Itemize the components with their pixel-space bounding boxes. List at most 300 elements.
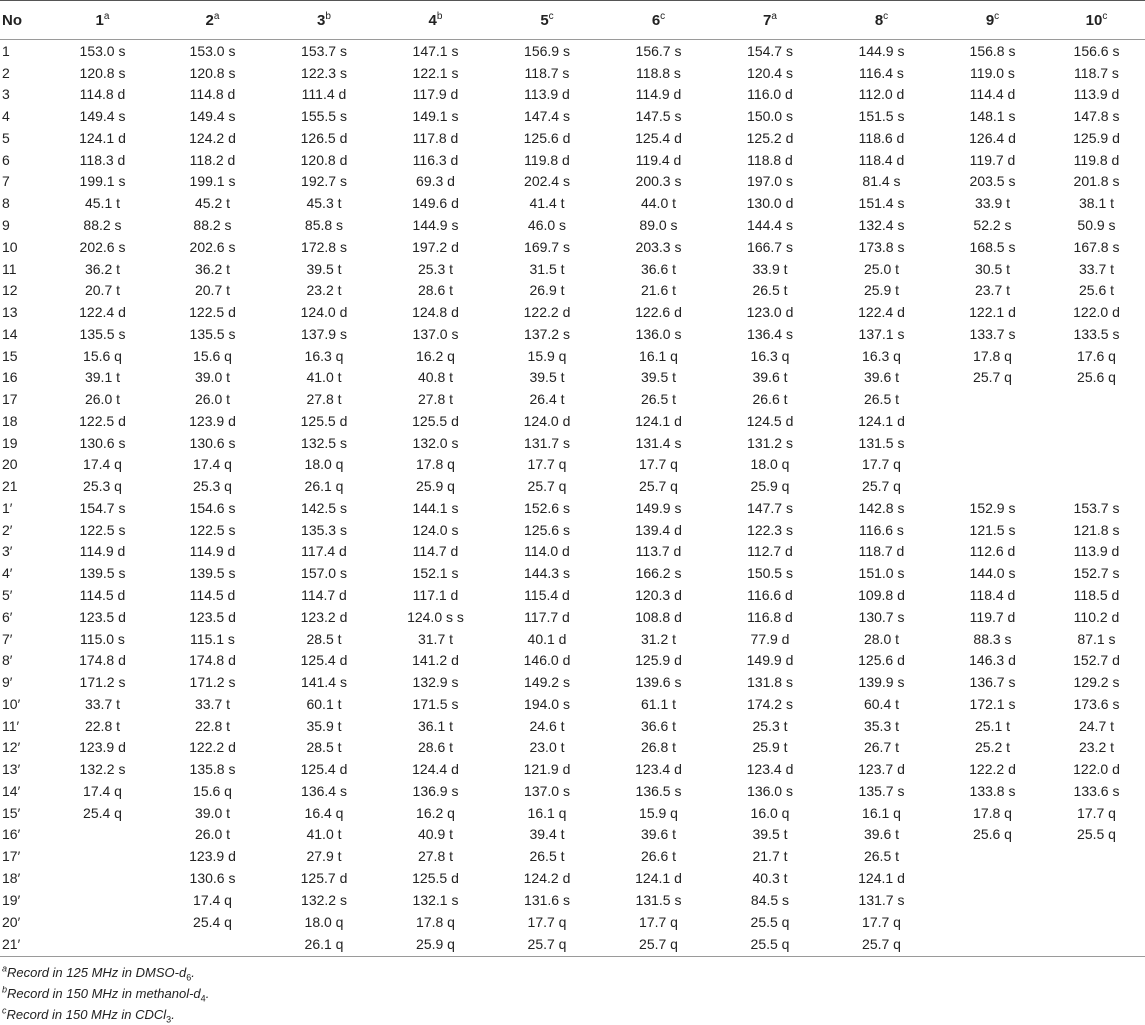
chemical-shift-cell: 152.9 s <box>969 499 1016 516</box>
chemical-shift-cell: 25.6 q <box>973 826 1012 843</box>
chemical-shift-cell: 25.7 q <box>826 932 937 957</box>
column-header-footnote-mark: c <box>548 10 554 22</box>
chemical-shift-cell: 166.7 s <box>747 238 793 255</box>
carbon-position-cell: 19′ <box>2 891 21 908</box>
chemical-shift-cell: 201.8 s <box>1073 173 1120 190</box>
carbon-position-cell: 8 <box>2 195 10 212</box>
table-row <box>0 323 1145 345</box>
chemical-shift-cell: 197.0 s <box>747 173 793 190</box>
chemical-shift-cell: 136.4 s <box>747 325 793 342</box>
chemical-shift-cell: 149.9 d <box>746 652 794 669</box>
chemical-shift-cell: 171.2 s <box>189 674 236 691</box>
chemical-shift-cell: 124.4 d <box>412 761 459 778</box>
chemical-shift-cell: 122.2 d <box>523 304 571 321</box>
chemical-shift-cell: 123.5 d <box>189 608 236 625</box>
chemical-shift-cell <box>937 911 1048 933</box>
footnote-a <box>2 962 1145 983</box>
chemical-shift-cell: 16.1 q <box>527 804 567 821</box>
table-row <box>0 911 1145 933</box>
chemical-shift-cell <box>48 911 157 933</box>
chemical-shift-cell: 17.4 q <box>193 456 232 473</box>
table-row <box>0 149 1145 171</box>
chemical-shift-cell: 124.2 d <box>523 869 571 886</box>
column-header-label: 1 <box>95 11 104 29</box>
chemical-shift-cell: 116.6 s <box>859 521 904 538</box>
chemical-shift-cell <box>48 867 157 889</box>
chemical-shift-cell: 26.4 t <box>529 391 565 408</box>
chemical-shift-cell: 155.5 s <box>301 108 347 125</box>
chemical-shift-cell: 21.6 t <box>640 282 677 299</box>
chemical-shift-cell: 125.6 d <box>523 129 571 146</box>
chemical-shift-cell: 126.5 d <box>300 129 348 146</box>
chemical-shift-cell: 131.4 s <box>635 434 682 451</box>
carbon-position-cell: 20′ <box>2 913 21 930</box>
carbon-position-cell: 5 <box>2 129 10 146</box>
chemical-shift-cell: 26.1 q <box>268 932 380 957</box>
carbon-position-cell: 5′ <box>2 587 13 604</box>
chemical-shift-cell: 124.5 d <box>746 412 794 429</box>
chemical-shift-cell: 119.7 d <box>969 151 1016 168</box>
carbon-position-cell: 16 <box>2 369 18 386</box>
chemical-shift-cell: 202.6 s <box>189 238 236 255</box>
chemical-shift-cell: 132.4 s <box>858 217 905 233</box>
chemical-shift-cell: 121.9 d <box>523 761 571 778</box>
chemical-shift-cell: 88.3 s <box>973 630 1012 647</box>
chemical-shift-cell: 88.2 s <box>193 217 232 233</box>
footnote-c-subscript: 3 <box>166 1014 172 1025</box>
table-row <box>0 432 1145 454</box>
chemical-shift-cell: 25.1 t <box>974 717 1011 734</box>
chemical-shift-cell: 152.1 s <box>412 565 459 582</box>
chemical-shift-cell: 25.9 q <box>750 478 790 495</box>
chemical-shift-cell: 16.2 q <box>416 347 455 364</box>
chemical-shift-cell: 133.5 s <box>1073 325 1120 342</box>
chemical-shift-cell: 111.4 d <box>301 86 347 103</box>
chemical-shift-cell: 25.4 q <box>83 804 122 821</box>
chemical-shift-cell: 16.2 q <box>416 804 455 821</box>
chemical-shift-cell: 39.6 t <box>752 369 788 386</box>
chemical-shift-cell: 122.5 d <box>189 304 236 321</box>
chemical-shift-cell: 131.7 s <box>524 434 570 451</box>
chemical-shift-cell <box>937 845 1048 867</box>
chemical-shift-cell: 144.9 s <box>858 42 905 59</box>
chemical-shift-cell: 114.9 d <box>635 86 682 103</box>
chemical-shift-cell: 130.6 s <box>79 434 126 451</box>
chemical-shift-cell: 122.6 d <box>635 304 682 321</box>
chemical-shift-cell: 149.2 s <box>524 674 570 691</box>
chemical-shift-cell: 174.8 d <box>189 652 236 669</box>
chemical-shift-cell: 26.5 t <box>640 391 677 408</box>
chemical-shift-cell: 27.8 t <box>417 391 454 408</box>
chemical-shift-cell: 85.8 s <box>304 217 344 233</box>
chemical-shift-cell: 139.4 d <box>635 521 682 538</box>
chemical-shift-cell: 136.9 s <box>412 782 459 799</box>
column-header-compound-8 <box>826 1 937 40</box>
chemical-shift-cell: 157.0 s <box>301 565 347 582</box>
column-header-footnote-mark: c <box>660 10 666 22</box>
table-row <box>0 867 1145 889</box>
chemical-shift-cell: 146.3 d <box>969 652 1016 669</box>
column-header-compound-9 <box>937 1 1048 40</box>
chemical-shift-cell: 28.0 t <box>863 630 900 647</box>
chemical-shift-cell: 156.8 s <box>969 42 1016 59</box>
chemical-shift-cell: 167.8 s <box>1073 238 1120 255</box>
chemical-shift-cell <box>1048 475 1145 497</box>
column-header-footnote-mark: a <box>213 10 220 22</box>
chemical-shift-cell: 120.8 s <box>79 64 126 81</box>
table-row <box>0 649 1145 671</box>
footnote-c-end: . <box>171 1007 175 1023</box>
chemical-shift-cell: 26.0 t <box>194 826 231 843</box>
carbon-position-cell: 8′ <box>2 652 13 669</box>
column-header-no <box>0 1 48 40</box>
chemical-shift-cell: 135.5 s <box>79 325 126 342</box>
chemical-shift-cell: 131.7 s <box>858 891 905 908</box>
chemical-shift-cell: 114.8 d <box>189 86 236 103</box>
chemical-shift-cell: 16.3 q <box>750 347 790 364</box>
header-row <box>0 1 1145 40</box>
chemical-shift-cell: 123.9 d <box>79 739 126 756</box>
chemical-shift-cell: 144.3 s <box>524 565 570 582</box>
table-row <box>0 105 1145 127</box>
chemical-shift-cell: 114.7 d <box>301 587 347 604</box>
chemical-shift-cell: 118.3 d <box>79 151 126 168</box>
chemical-shift-cell: 120.3 d <box>635 587 682 604</box>
table-row <box>0 562 1145 584</box>
chemical-shift-cell: 36.1 t <box>417 717 454 734</box>
chemical-shift-cell: 25.9 q <box>380 932 491 957</box>
chemical-shift-cell: 27.8 t <box>417 848 454 865</box>
chemical-shift-cell: 16.3 q <box>862 347 901 364</box>
chemical-shift-cell: 131.2 s <box>747 434 793 451</box>
carbon-position-cell: 4 <box>2 108 10 125</box>
column-header-compound-1 <box>48 1 157 40</box>
chemical-shift-cell: 124.1 d <box>858 869 905 886</box>
chemical-shift-cell: 25.7 q <box>491 932 603 957</box>
carbon-position-cell: 21 <box>2 478 18 495</box>
chemical-shift-cell: 202.6 s <box>79 238 126 255</box>
chemical-shift-cell: 203.3 s <box>635 238 682 255</box>
chemical-shift-cell: 124.1 d <box>635 412 682 429</box>
chemical-shift-cell: 17.8 q <box>416 913 455 930</box>
chemical-shift-cell: 40.1 d <box>527 630 567 647</box>
table-row <box>0 279 1145 301</box>
chemical-shift-cell: 15.9 q <box>527 347 567 364</box>
chemical-shift-cell: 147.8 s <box>1073 108 1120 125</box>
chemical-shift-cell: 20.7 t <box>194 282 231 299</box>
chemical-shift-cell: 22.8 t <box>194 717 231 734</box>
chemical-shift-cell: 131.5 s <box>635 891 682 908</box>
chemical-shift-cell: 115.1 s <box>190 630 235 647</box>
table-row <box>0 475 1145 497</box>
chemical-shift-cell: 114.5 d <box>189 587 236 604</box>
chemical-shift-cell: 30.5 t <box>974 260 1011 277</box>
chemical-shift-cell: 41.0 t <box>306 369 342 386</box>
chemical-shift-cell: 125.4 d <box>300 761 348 778</box>
chemical-shift-cell: 117.7 d <box>524 608 570 625</box>
chemical-shift-cell: 136.5 s <box>635 782 682 799</box>
footnote-b-subscript: 4 <box>200 993 206 1004</box>
chemical-shift-cell: 17.7 q <box>527 913 567 930</box>
chemical-shift-cell: 148.1 s <box>969 108 1016 125</box>
chemical-shift-cell: 118.5 d <box>1073 587 1120 604</box>
chemical-shift-cell <box>48 889 157 911</box>
column-header-compound-3 <box>268 1 380 40</box>
chemical-shift-cell: 25.5 q <box>750 913 790 930</box>
chemical-shift-cell <box>937 889 1048 911</box>
chemical-shift-cell: 17.7 q <box>527 456 567 473</box>
chemical-shift-cell: 41.4 t <box>529 195 565 212</box>
chemical-shift-cell: 26.6 t <box>640 848 677 865</box>
chemical-shift-cell: 151.0 s <box>858 565 905 582</box>
chemical-shift-cell: 141.4 s <box>301 674 347 691</box>
chemical-shift-cell: 25.4 q <box>193 913 232 930</box>
chemical-shift-cell: 147.5 s <box>635 108 682 125</box>
footnote-b <box>2 983 1145 1004</box>
chemical-shift-cell: 39.5 t <box>306 260 342 277</box>
chemical-shift-cell: 147.4 s <box>524 108 570 125</box>
chemical-shift-cell: 144.9 s <box>412 217 459 233</box>
carbon-position-cell: 19 <box>2 434 18 451</box>
chemical-shift-cell: 152.6 s <box>524 499 570 516</box>
footnote-c-text: Record in 150 MHz in CDCl <box>6 1007 167 1023</box>
table-row <box>0 410 1145 432</box>
chemical-shift-cell: 69.3 d <box>416 173 455 190</box>
chemical-shift-cell: 40.8 t <box>417 369 454 386</box>
chemical-shift-cell: 124.1 d <box>79 129 126 146</box>
chemical-shift-cell: 123.4 d <box>635 761 682 778</box>
chemical-shift-cell: 136.4 s <box>301 782 347 799</box>
chemical-shift-cell: 150.5 s <box>747 565 793 582</box>
footnote-a-mark: a <box>2 964 8 975</box>
chemical-shift-cell: 26.5 t <box>529 848 565 865</box>
chemical-shift-cell: 25.7 q <box>603 932 714 957</box>
chemical-shift-cell: 151.5 s <box>858 108 905 125</box>
carbon-position-cell: 10 <box>2 238 18 255</box>
chemical-shift-cell: 116.8 d <box>747 608 793 625</box>
chemical-shift-cell: 36.2 t <box>194 260 231 277</box>
chemical-shift-cell <box>1048 410 1145 432</box>
chemical-shift-cell: 120.8 s <box>189 64 236 81</box>
column-header-label: 4 <box>428 11 437 29</box>
chemical-shift-cell: 46.0 s <box>527 217 567 233</box>
chemical-shift-cell: 113.9 d <box>1073 543 1120 560</box>
column-header-footnote-mark: a <box>103 10 110 22</box>
chemical-shift-cell <box>48 932 157 957</box>
carbon-position-cell: 15 <box>2 347 18 364</box>
chemical-shift-cell: 39.0 t <box>194 369 231 386</box>
chemical-shift-cell: 26.0 t <box>84 391 121 408</box>
chemical-shift-cell: 26.5 t <box>752 282 788 299</box>
chemical-shift-cell: 27.9 t <box>306 848 342 865</box>
chemical-shift-cell: 132.2 s <box>301 891 347 908</box>
chemical-shift-cell: 125.5 d <box>412 412 459 429</box>
chemical-shift-cell: 25.9 q <box>416 478 455 495</box>
chemical-shift-cell: 174.8 d <box>79 652 126 669</box>
chemical-shift-cell: 17.8 q <box>416 456 455 473</box>
chemical-shift-cell: 26.6 t <box>752 391 788 408</box>
table-row <box>0 192 1145 214</box>
chemical-shift-cell: 123.5 d <box>79 608 126 625</box>
chemical-shift-cell: 114.0 d <box>524 543 570 560</box>
chemical-shift-cell: 45.1 t <box>84 195 121 212</box>
chemical-shift-cell <box>937 867 1048 889</box>
chemical-shift-cell: 41.0 t <box>306 826 342 843</box>
carbon-position-cell: 2 <box>2 64 10 81</box>
chemical-shift-cell: 131.6 s <box>524 891 570 908</box>
carbon-position-cell: 1 <box>2 42 10 59</box>
chemical-shift-cell: 17.8 q <box>973 804 1012 821</box>
chemical-shift-cell: 39.4 t <box>529 826 565 843</box>
column-header-compound-10 <box>1048 1 1145 40</box>
chemical-shift-cell: 122.3 s <box>301 64 347 81</box>
chemical-shift-cell: 31.5 t <box>529 260 565 277</box>
chemical-shift-cell <box>937 454 1048 476</box>
chemical-shift-cell: 24.7 t <box>1078 717 1115 734</box>
chemical-shift-cell: 116.6 d <box>747 587 793 604</box>
chemical-shift-cell: 147.1 s <box>412 42 459 59</box>
chemical-shift-cell: 139.9 s <box>858 674 905 691</box>
chemical-shift-cell: 152.7 s <box>1073 565 1120 582</box>
chemical-shift-cell: 18.0 q <box>304 456 344 473</box>
chemical-shift-cell: 25.7 q <box>527 478 567 495</box>
chemical-shift-cell: 17.7 q <box>639 456 678 473</box>
chemical-shift-cell: 28.6 t <box>417 282 454 299</box>
chemical-shift-cell: 136.0 s <box>747 782 793 799</box>
chemical-shift-cell: 23.0 t <box>529 739 565 756</box>
carbon-position-cell: 9 <box>2 217 10 233</box>
table-row <box>0 693 1145 715</box>
chemical-shift-cell: 33.7 t <box>84 695 121 712</box>
chemical-shift-cell: 112.7 d <box>747 543 793 560</box>
chemical-shift-cell: 119.0 s <box>970 64 1015 81</box>
chemical-shift-cell: 123.2 d <box>300 608 348 625</box>
chemical-shift-cell: 114.4 d <box>969 86 1016 103</box>
chemical-shift-cell: 22.8 t <box>84 717 121 734</box>
carbon-position-cell: 7′ <box>2 630 13 647</box>
column-header-compound-4 <box>380 1 491 40</box>
chemical-shift-cell: 23.2 t <box>306 282 342 299</box>
table-row <box>0 214 1145 236</box>
chemical-shift-cell: 40.3 t <box>752 869 788 886</box>
chemical-shift-cell: 119.4 d <box>635 151 682 168</box>
chemical-shift-cell: 118.8 d <box>747 151 793 168</box>
chemical-shift-cell: 118.8 s <box>636 64 681 81</box>
table-row <box>0 171 1145 193</box>
chemical-shift-cell: 17.4 q <box>83 456 122 473</box>
chemical-shift-cell: 135.5 s <box>189 325 236 342</box>
chemical-shift-cell: 122.1 d <box>969 304 1016 321</box>
chemical-shift-cell: 153.0 s <box>79 42 126 59</box>
chemical-shift-cell: 25.6 t <box>1078 282 1115 299</box>
chemical-shift-cell: 194.0 s <box>524 695 570 712</box>
table-row <box>0 258 1145 280</box>
chemical-shift-cell: 33.9 t <box>752 260 788 277</box>
chemical-shift-cell: 26.9 t <box>529 282 565 299</box>
chemical-shift-cell: 125.2 d <box>746 129 794 146</box>
chemical-shift-cell: 33.9 t <box>974 195 1011 212</box>
footnote-a-text: Record in 125 MHz in DMSO-d <box>7 965 187 981</box>
chemical-shift-cell: 120.4 s <box>747 64 793 81</box>
chemical-shift-cell: 125.7 d <box>300 869 348 886</box>
chemical-shift-cell: 25.3 q <box>83 478 122 495</box>
chemical-shift-cell: 153.7 s <box>1073 499 1120 516</box>
table-body <box>0 40 1145 957</box>
column-header-compound-5 <box>491 1 603 40</box>
table-row <box>0 889 1145 911</box>
chemical-shift-cell: 39.6 t <box>640 826 677 843</box>
chemical-shift-cell: 16.1 q <box>639 347 678 364</box>
chemical-shift-cell: 33.7 t <box>1078 260 1115 277</box>
chemical-shift-cell: 172.1 s <box>969 695 1016 712</box>
chemical-shift-cell: 108.8 d <box>635 608 682 625</box>
chemical-shift-cell: 110.2 d <box>1073 608 1120 625</box>
chemical-shift-cell: 114.9 d <box>79 543 126 560</box>
chemical-shift-cell: 17.8 q <box>973 347 1012 364</box>
chemical-shift-cell: 149.4 s <box>79 108 126 125</box>
table-row <box>0 628 1145 650</box>
column-header-label: 3 <box>317 11 326 29</box>
chemical-shift-cell: 156.7 s <box>635 42 682 59</box>
column-header-label: 6 <box>651 11 661 29</box>
chemical-shift-cell: 136.0 s <box>635 325 682 342</box>
carbon-position-cell: 14′ <box>2 782 21 799</box>
carbon-position-cell: 15′ <box>2 804 21 821</box>
carbon-position-cell: 11 <box>2 260 17 277</box>
chemical-shift-cell: 114.9 d <box>189 543 236 560</box>
chemical-shift-cell: 25.7 q <box>862 478 901 495</box>
chemical-shift-cell: 120.8 d <box>300 151 348 168</box>
chemical-shift-cell: 122.4 d <box>858 304 905 321</box>
chemical-shift-cell: 77.9 d <box>750 630 790 647</box>
chemical-shift-cell: 149.6 d <box>412 195 459 212</box>
chemical-shift-cell: 173.6 s <box>1073 695 1120 712</box>
carbon-position-cell: 4′ <box>2 565 13 582</box>
column-header-compound-6 <box>603 1 714 40</box>
chemical-shift-cell: 118.7 d <box>858 543 905 560</box>
chemical-shift-cell: 173.8 s <box>858 238 905 255</box>
table-header <box>0 1 1145 40</box>
chemical-shift-cell: 45.2 t <box>194 195 231 212</box>
chemical-shift-cell: 25.3 q <box>193 478 232 495</box>
chemical-shift-cell: 116.0 d <box>747 86 793 103</box>
footnote-a-subscript: 6 <box>186 972 192 983</box>
chemical-shift-cell: 114.8 d <box>79 86 126 103</box>
chemical-shift-cell: 130.7 s <box>858 608 905 625</box>
carbon-position-cell: 16′ <box>2 826 21 843</box>
carbon-position-cell: 6′ <box>2 608 13 625</box>
chemical-shift-cell: 87.1 s <box>1077 630 1116 647</box>
table-row <box>0 780 1145 802</box>
chemical-shift-cell: 123.0 d <box>746 304 794 321</box>
chemical-shift-cell: 168.5 s <box>969 238 1016 255</box>
chemical-shift-cell <box>48 824 157 846</box>
chemical-shift-cell: 156.6 s <box>1073 42 1120 59</box>
chemical-shift-cell: 117.4 d <box>301 543 347 560</box>
carbon-position-cell: 9′ <box>2 674 13 691</box>
table-row <box>0 737 1145 759</box>
chemical-shift-cell: 118.2 d <box>189 151 236 168</box>
column-header-label: 7 <box>763 11 772 29</box>
chemical-shift-cell: 118.6 d <box>858 129 905 146</box>
chemical-shift-cell: 129.2 s <box>1073 674 1120 691</box>
chemical-shift-cell: 122.1 s <box>412 64 459 81</box>
chemical-shift-cell: 15.6 q <box>193 782 232 799</box>
chemical-shift-cell: 153.0 s <box>189 42 236 59</box>
chemical-shift-cell: 118.4 d <box>969 587 1016 604</box>
chemical-shift-cell: 25.9 t <box>752 739 788 756</box>
chemical-shift-cell: 23.2 t <box>1078 739 1115 756</box>
